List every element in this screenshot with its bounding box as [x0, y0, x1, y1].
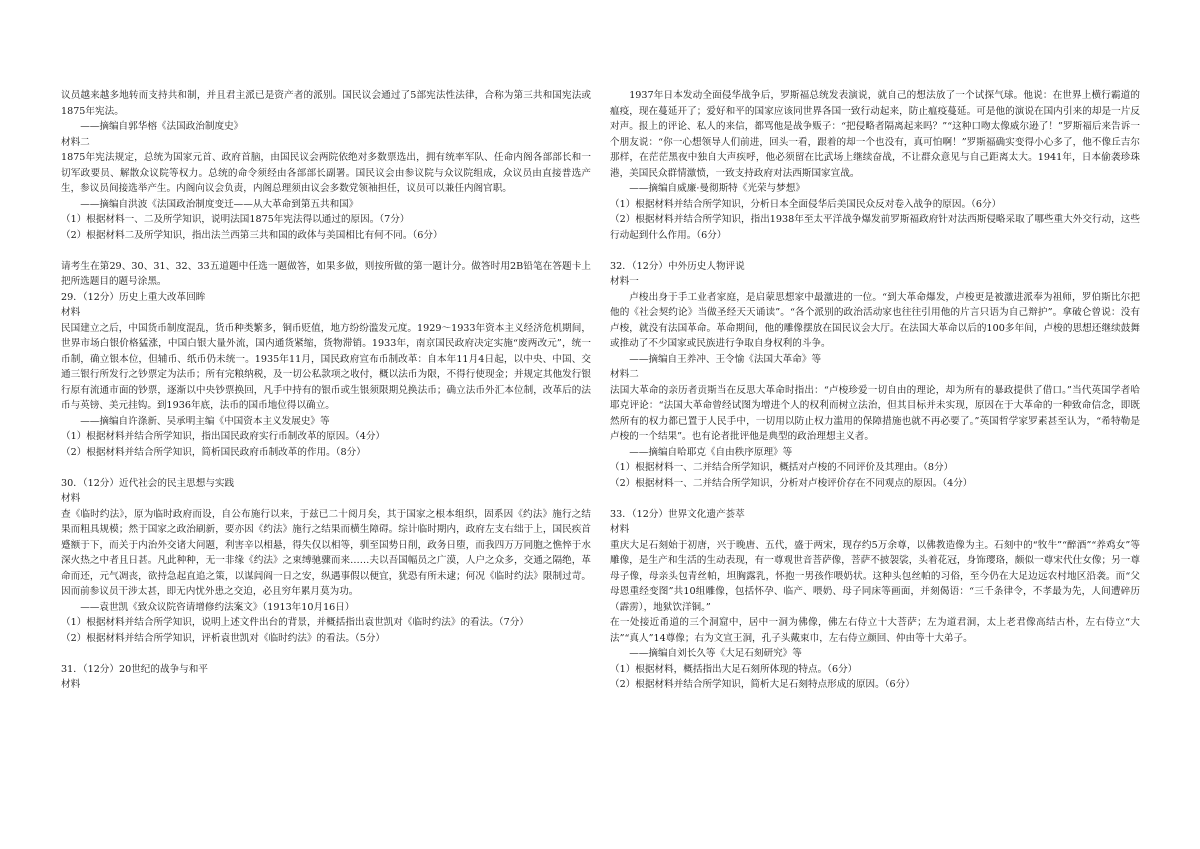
q30-part2: （2）根据材料并结合所学知识，评析袁世凯对《临时约法》的看法。（5分） [61, 632, 386, 644]
material-two-label: 材料二 [61, 136, 90, 148]
q31-material-label: 材料 [61, 679, 81, 690]
q29-material-label: 材料 [61, 307, 81, 318]
q32-material-two-label: 材料二 [610, 369, 639, 380]
q29-title: 29．（12分）历史上重大改革回眸 [61, 291, 206, 303]
q33-title: 33．（12分）世界文化遗产荟萃 [610, 508, 745, 520]
q32-material-one-source: ——摘编自王养冲、王令愉《法国大革命》等 [629, 353, 822, 365]
q30-material-label: 材料 [61, 493, 81, 504]
q30-material-text: 查《临时约法》，原为临时政府而设，自公布施行以来，于兹已二十阅月矣，其于国家之根本组织，固系因《约法》施行之结果而粗具规模；然于国家之政治刷新，要亦因《约法》施行之结果而横生障碍。综计临时期内，政府左支右绌于上，国民疾首蹙额于下，而关于内治外交诸大问题，利害辛以相悬，得失仅以相等，驯至国势日削，政务日堕，而我四万万同胞之憔悴于水深火热之中者且日甚。凡此种种，无一非缘《约法》之束缚驰骤而来……夫以吾国幅员之广漠，人户之众多，交通之隔绝，革命而还，元气凋丧，欲持急起直追之策，以谋闾阎一日之安，纵遇事假以便宜，犹恐有所未逮；何况《临时约法》限制过苛。因而前参议员干涉太甚，即无内忧外患之交迫，必且穷年累月莫为功。 [61, 508, 591, 597]
q30-title: 30．（12分）近代社会的民主思想与实践 [61, 477, 235, 489]
q32-title: 32．（12分）中外历史人物评说 [610, 260, 745, 272]
q33-part1: （1）根据材料，概括指出大足石刻所体现的特点。（6分） [610, 663, 858, 675]
q31-title: 31．（12分）20世纪的战争与和平 [61, 663, 208, 675]
right-column [610, 88, 1140, 693]
intro-text: 议员越来越多地转而支持共和制，并且君主派已是资产者的派别。国民议会通过了5部宪法性法律，合称为第三共和国宪法或1875年宪法。 [61, 90, 591, 117]
q31-part1: （1）根据材料并结合所学知识，分析日本全面侵华后美国民众反对卷入战争的原因。（6分） [610, 198, 1002, 210]
q33-material-text-1: 重庆大足石刻始于初唐，兴于晚唐、五代，盛于两宋，现存约5万余尊，以佛教造像为主。石刻中的“牧牛”“醉酒”“养鸡女”等雕像，是生产和生活的生动表现，有一尊观世音菩萨像，菩萨不披袈裟，头着花冠，身饰璎珞，颇似一尊宋代仕女像；另一尊母子像，母亲头包青丝帕，坦胸露乳，怀抱一男孩作喂奶状。这种头包丝帕的习俗，至今仍在大足边远农村地区沿袭。而“父母恩重经变图”共10组雕像，包括怀孕、临产、喂奶、母子同床等画面，并刻偈语：“三千条律令，不孝最为先，人间遭碎历（霹雳），地狱饮洋铜。” [610, 539, 1140, 613]
q28-part2: （2）根据材料二及所学知识，指出法兰西第三共和国的政体与美国相比有何不同。（6分） [61, 229, 443, 241]
intro-source: ——摘编自郭华榕《法国政治制度史》 [80, 121, 244, 132]
q32-material-two-source: ——摘编自哈耶克《自由秩序原理》等 [629, 446, 793, 458]
q31-part2: （2）根据材料并结合所学知识，指出1938年至太平洋战争爆发前罗斯福政府针对法西斯侵略采取了哪些重大外交行动，这些行动起到什么作用。（6分） [610, 214, 1140, 241]
q29-part1: （1）根据材料并结合所学知识，指出国民政府实行币制改革的原因。（4分） [61, 431, 386, 442]
q33-material-label: 材料 [610, 524, 630, 535]
q29-part2: （2）根据材料并结合所学知识，简析国民政府币制改革的作用。（8分） [61, 446, 366, 458]
q32-material-one-label: 材料一 [610, 276, 639, 287]
q33-source: ——摘编自刘长久等《大足石刻研究》等 [629, 648, 802, 659]
material-two-source: ——摘编自洪波《法国政治制度变迁——从大革命到第五共和国》 [80, 198, 359, 210]
q32-part2: （2）根据材料一、二并结合所学知识，分析对卢梭评价存在不同观点的原因。（4分） [610, 477, 973, 489]
material-two-text: 1875年宪法规定，总统为国家元首、政府首脑，由国民议会两院依绝对多数票选出，拥有统率军队、任命内阁各部部长和一切军政要员、解散众议院等权力。总统的命令须经由各部部长副署。国民议会由参议院与众议院组成，众议员由直接普选产生，参议员间接选举产生。内阁向议会负责，内阁总理须由议会多数党领袖担任，议员可以兼任内阁官职。 [61, 152, 591, 194]
q28-part1: （1）根据材料一、二及所学知识，说明法国1875年宪法得以通过的原因。（7分） [61, 214, 410, 225]
q32-material-one-text: 卢梭出身于手工业者家庭，是启蒙思想家中最激进的一位。“到大革命爆发，卢梭更是被激进派奉为祖师，罗伯斯比尔把他的《社会契约论》当做圣经天天诵读”。“各个派别的政治活动家也往往引用他的片言只语为自己辩护”。拿破仑曾说：没有卢梭，就没有法国革命。革命期间，他的雕像摆放在国民议会大厅。在法国大革命以后的100多年间，卢梭的思想还继续鼓舞或推动了不少国家或民族进行争取自身权利的斗争。 [610, 291, 1140, 349]
q29-material-text: 民国建立之后，中国货币制度混乱，货币种类繁多，铜币贬值，地方纷纷滥发元度。1929～1933年资本主义经济危机期间，世界市场白银价格猛涨，中国白银大量外流，国内通货紧缩，货物滞销。1933年，南京国民政府决定实施“废两改元”，统一币制，确立银本位，但辅币、纸币仍未统一。1935年11月，国民政府宣布币制改革：自本年11月4日起，以中央、中国、交通三银行所发行之钞票定为法币；所有完粮纳税，及一切公私款项之收付，概以法币为限，不得行使现金；并规定其他发行银行原有流通市面的钞票，逐渐以中央钞票换回，凡手中持有的银币或生银须限期兑换法币；确立法币外汇本位制，改革后的法币与英镑、美元挂钩。到1936年底，法币的国币地位得以确立。 [61, 322, 591, 411]
q32-part1: （1）根据材料一、二并结合所学知识，概括对卢梭的不同评价及其理由。（8分） [610, 462, 954, 473]
left-column [61, 88, 591, 693]
q31-material-text: 1937年日本发动全面侵华战争后，罗斯福总统发表演说，就自己的想法放了一个试探气球。他说：在世界上横行霸道的瘟疫，现在蔓延开了；爱好和平的国家应该同世界各国一致行动起来，防止瘟疫蔓延。可是他的演说在国内引来的却是一片反对声。报上的评论、私人的来信，都骂他是战争贩子：“把侵略者隔离起来吗？”“这种口吻太像威尔逊了！”罗斯福后来告诉一个朋友说：“你一心想领导人们前进，回头一看，跟着的却一个也没有，真可怕啊！”罗斯福确实变得小心多了，他不像丘吉尔那样，在茫茫黑夜中独自大声疾呼，他必须留在比武场上继续奋战，不让群众意见与自己距离太大。1941年，日本偷袭珍珠港，美国民众群情激愤，一致支持政府对法西斯国家宣战。 [610, 90, 1140, 179]
q31-source: ——摘编自威廉·曼彻斯特《光荣与梦想》 [629, 183, 805, 194]
q33-part2: （2）根据材料并结合所学知识，简析大足石刻特点形成的原因。（6分） [610, 679, 915, 690]
q30-source: ——袁世凯《致众议院咨请增修约法案文》（1913年10月16日） [80, 601, 355, 613]
q30-part1: （1）根据材料并结合所学知识，说明上述文件出台的背景，并概括指出袁世凯对《临时约法》的看法。（7分） [61, 617, 529, 628]
q33-material-text-2: 在一处接近甬道的三个洞窟中，居中一洞为佛像，佛左右侍立十大菩萨；左为道君洞，太上老君像高结古朴，左右侍立“大法”“真人”14尊像；右为文宣王洞，孔子头戴束巾，左右侍立颜回、仲由等十大弟子。 [610, 617, 1140, 644]
q29-source: ——摘编自许涤新、吴承明主编《中国资本主义发展史》等 [80, 415, 330, 427]
choice-instructions: 请考生在第29、30、31、32、33五道题中任选一题做答，如果多做，则按所做的第一题计分。做答时用2B铅笔在答题卡上把所选题目的题号涂黑。 [61, 260, 591, 287]
q32-material-two-text: 法国大革命的亲历者贡斯当在反思大革命时指出：“卢梭珍爱一切自由的理论，却为所有的暴政提供了借口。”当代英国学者哈耶克评论：“法国大革命曾经试图为增进个人的权利而树立法治，但其目标并未实现，原因在于大革命的一种致命信念，即既然所有的权力都已置于人民手中，一切用以防止权力滥用的保障措施也就不再必要了。”英国哲学家罗素甚至认为，“希特勒是卢梭的一个结果”。也有论者批评他是典型的政治理想主义者。 [610, 384, 1140, 442]
